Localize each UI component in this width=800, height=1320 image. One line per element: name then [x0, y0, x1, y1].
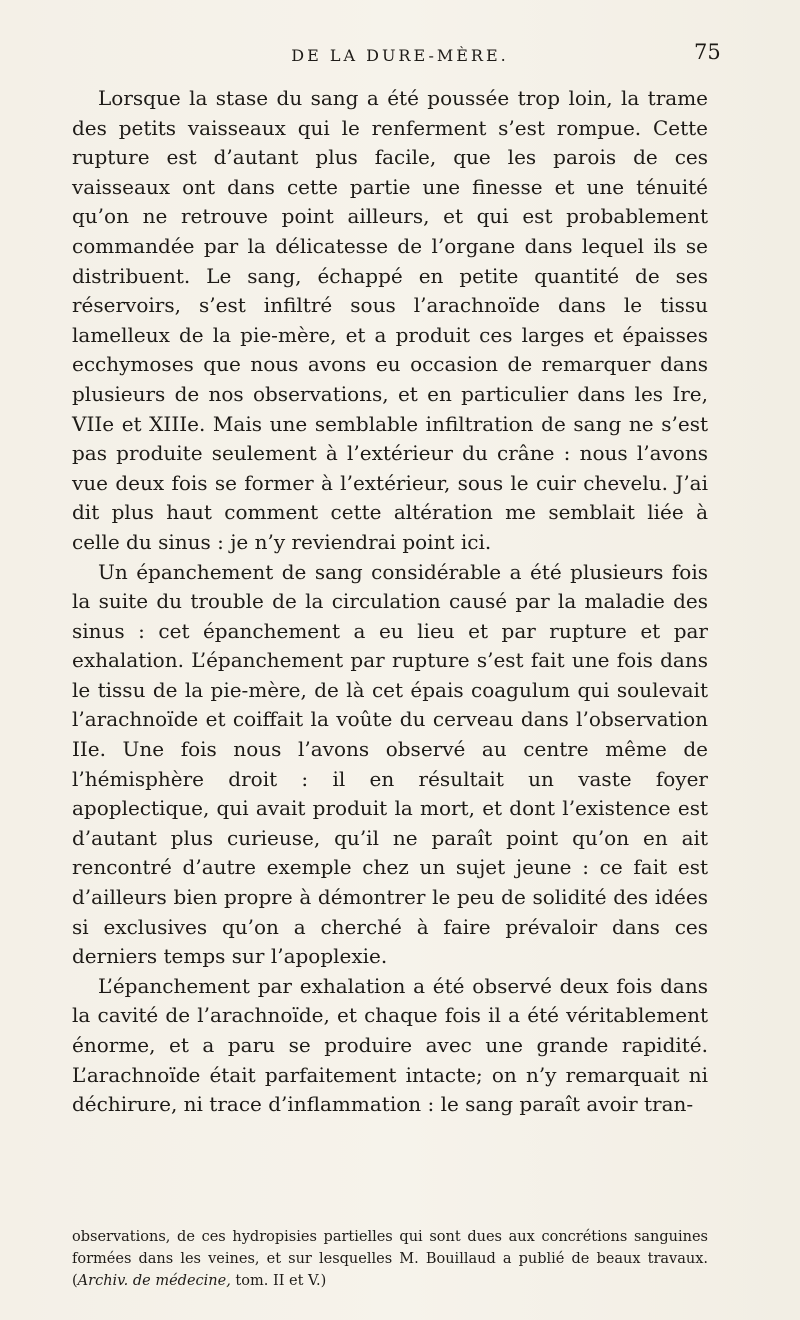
running-head: DE LA DURE-MÈRE. — [291, 46, 509, 65]
page-number: 75 — [694, 40, 721, 64]
paragraph-3: L’épanchement par exhalation a été observé deux fois dans la cavité de l’arachnoïde, et chaque fois il a été véritablement énorme, et a paru se produire avec une grande rapidité. L’arachnoïde était parfaitement intacte; on n’y remarquait ni déchirure, ni trace d’inflammation : le sang paraît avoir tran- — [72, 973, 708, 1117]
footnote-paragraph — [72, 1226, 708, 1292]
footnote-tail: tom. II et V.) — [230, 1273, 327, 1289]
footnote-text: observations, de ces hydropisies partielles qui sont dues aux concrétions sanguines formées dans les veines, et sur lesquelles M. Bouillaud a publié de beaux travaux. ( — [72, 1229, 708, 1289]
paragraph-1: Lorsque la stase du sang a été poussée trop loin, la trame des petits vaisseaux qui le renferment s’est rompue. Cette rupture est d’autant plus facile, que les parois de ces vaisseaux ont dans cette partie une finesse et une ténuité qu’on ne retrouve point ailleurs, et qui est probablement commandée par la délicatesse de l’organe dans lequel ils se distribuent. Le sang, échappé en petite quantité de ses réservoirs, s’est infiltré sous l’arachnoïde dans le tissu lamelleux de la pie-mère, et a produit ces larges et épaisses ecchymoses que nous avons eu occasion de remarquer dans plusieurs de nos observations, et en particulier dans les Ire, VIIe et XIIIe. Mais une semblable infiltration de sang ne s’est pas produite seulement à l’extérieur du crâne : nous l’avons vue deux fois se former à l’extérieur, sous le cuir chevelu. J’ai dit plus haut comment cette altération me semblait liée à celle du sinus : je n’y reviendrai point ici. — [72, 86, 708, 554]
paragraph-2: Un épanchement de sang considérable a été plusieurs fois la suite du trouble de la circulation causé par la maladie des sinus : cet épanchement a eu lieu et par rupture et par exhalation. L’épanchement par rupture s’est fait une fois dans le tissu de la pie-mère, de là cet épais coagulum qui soulevait l’arachnoïde et coiffait la voûte du cerveau dans l’observation IIe. Une fois nous l’avons observé au centre même de l’hémisphère droit : il en résultait un vaste foyer apoplectique, qui avait produit la mort, et dont l’existence est d’autant plus curieuse, qu’il ne paraît point qu’on en ait rencontré d’autre exemple chez un sujet jeune : ce fait est d’ailleurs bien propre à démontrer le peu de solidité des idées si exclusives qu’on a cherché à faire prévaloir dans ces derniers temps sur l’apoplexie. — [72, 559, 708, 969]
body-text — [72, 84, 708, 1120]
footnote-journal-title: Archiv. de médecine, — [77, 1273, 231, 1289]
footnote — [72, 1226, 708, 1292]
